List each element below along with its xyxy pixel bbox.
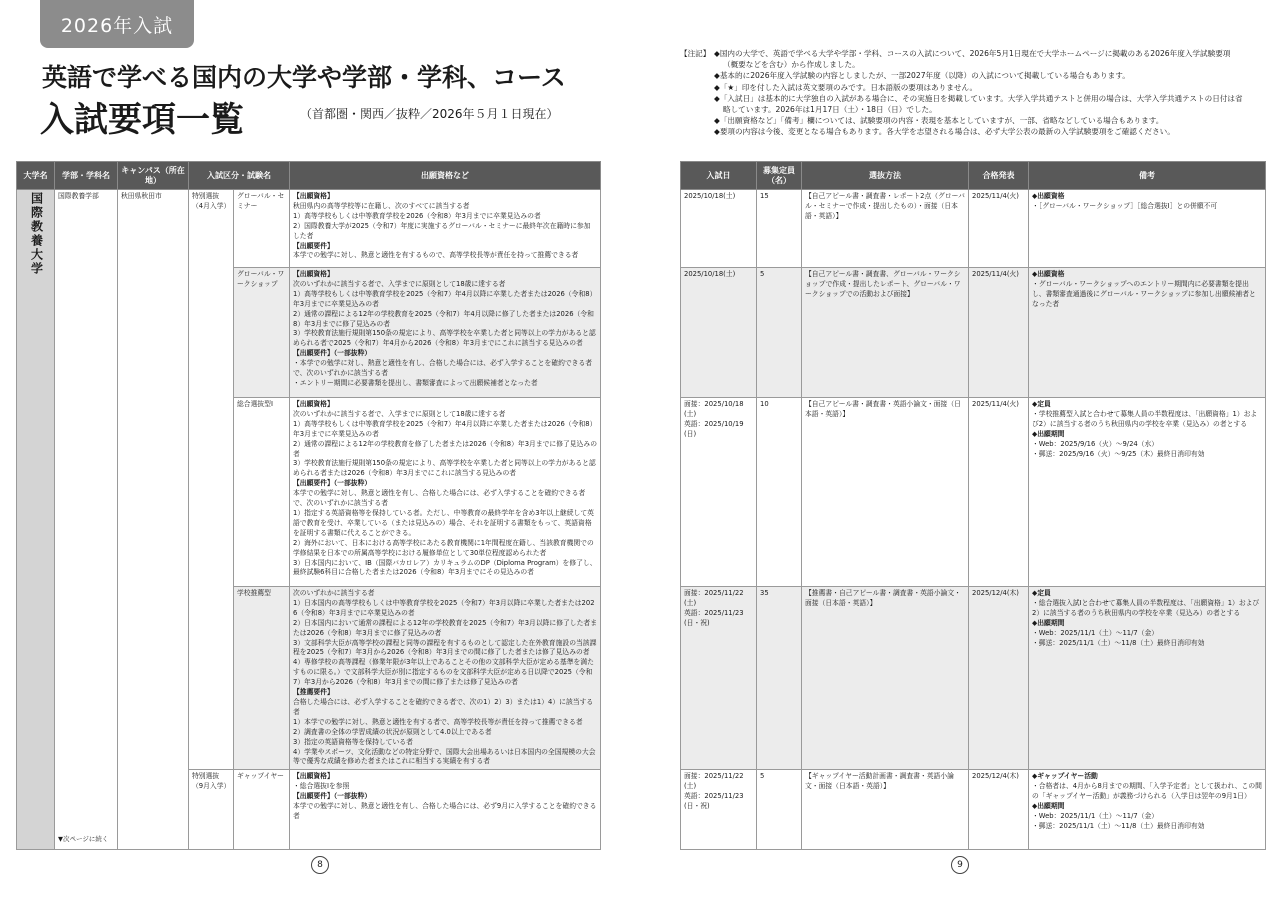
- cell-line: 2025/10/18(土): [684, 192, 736, 200]
- cell-line: 【出願要件】: [293, 241, 334, 250]
- cell-line: ・郵送：2025/11/1（土）～11/8（土）最終日消印有効: [1032, 821, 1205, 830]
- quota-cell: 10: [757, 398, 802, 587]
- cell-line: ・合格者は、4月から8月までの期間、「入学予定者」として扱われ、この間の「ギャップイヤー活動」が義務づけられる（入学日は翌年の9月1日）: [1032, 781, 1262, 800]
- method-cell: 【ギャップイヤー活動計画書・調査書・英語小論文・面接（日本語・英語）】: [802, 770, 969, 850]
- cell-line: ◆出願期間: [1032, 429, 1065, 438]
- cell-line: 1）高等学校もしくは中等教育学校を2025（令和7）年4月以降に卒業した者または2026（令和8）年3月までに卒業見込みの者: [293, 419, 597, 438]
- exam-date-cell: [681, 268, 757, 398]
- cell-line: ・Web：2025/9/16（火）～9/24（水）: [1032, 439, 1159, 448]
- cell-line: ・グローバル・ワークショップへのエントリー期間内に必要書類を提出し、書類審査通過後にグローバル・ワークショップに参加し出願候補者となった者: [1032, 279, 1256, 308]
- exam-date-cell: [681, 190, 757, 268]
- page-number-right: 9: [951, 856, 969, 874]
- page-number-left: 8: [311, 856, 329, 874]
- result-cell: 2025/12/4(木): [969, 770, 1029, 850]
- quota-cell: 5: [757, 770, 802, 850]
- cell-line: ◆定員: [1032, 589, 1051, 597]
- cell-line: 【出願要件】（一部抜粋）: [293, 792, 372, 801]
- notes-label: 【注記】: [680, 49, 711, 58]
- table-row: [17, 190, 601, 268]
- cell-line: 3）指定の英語資格等を保持している者: [293, 737, 413, 746]
- cell-line: 次のいずれかに該当する者で、入学までに原則として18歳に達する者: [293, 279, 506, 288]
- exam-category-cell: 特別選抜（9月入学）: [189, 770, 234, 850]
- cell-line: 本学での勉学に対し、熱意と適性を有し、合格した場合には、必ず入学することを確約できる者で、次のいずれかに該当する者: [293, 489, 586, 508]
- result-cell: 2025/11/4(火): [969, 268, 1029, 398]
- note-item: ◆「出願資格など」「備考」欄については、試験要項の内容・表現を基本としていますが、一部、省略などしている場合もあります。: [714, 116, 1164, 126]
- right-admission-table: [680, 161, 1266, 850]
- table-row: [681, 587, 1266, 770]
- right-page: [640, 0, 1280, 904]
- cell-line: 3）学校教育法施行規則第150条の規定により、高等学校を卒業した者と同等以上の学力があると認められる者で2025（令和7）年4月から2026（令和8）年3月までにこれに該当する見込みの者: [293, 329, 596, 348]
- cell-line: 【出願資格】: [293, 400, 334, 408]
- cell-line: ◆定員: [1032, 400, 1051, 408]
- note-item: ◆国内の大学で、英語で学べる大学や学部・学科、コースの入試について、2026年5月1日現在で大学ホームページに掲載のある2026年度入学試験要項（概要などを含む）から作成しました。: [714, 49, 1231, 70]
- campus-cell: [118, 190, 189, 850]
- cell-line: 【出願資格】: [293, 192, 334, 200]
- result-cell: 2025/11/4(火): [969, 190, 1029, 268]
- exam-name-cell: 総合選抜型Ⅰ: [234, 398, 290, 587]
- continue-note: ▼次ページに続く: [58, 835, 109, 844]
- exam-name-cell: グローバル・ワークショップ: [234, 268, 290, 398]
- university-cell: [17, 190, 55, 850]
- exam-name-cell: 学校推薦型: [234, 587, 290, 770]
- method-cell: 【推薦書・自己アピール書・調査書・英語小論文・面接（日本語・英語）】: [802, 587, 969, 770]
- cell-line: 次のいずれかに該当する者で、入学までに原則として18歳に達する者: [293, 409, 506, 418]
- header-method: 選抜方法: [802, 162, 969, 190]
- cell-line: 本学での勉学に対し、熱意と適性を有し、合格した場合には、必ず9月に入学することを確約できる者: [293, 802, 597, 820]
- cell-line: 【出願資格】: [293, 270, 334, 278]
- title-note: （首都圏・関西／抜粋／2026年５月１日現在）: [300, 107, 559, 121]
- cell-line: ・Web：2025/11/1（土）～11/7（金）: [1032, 628, 1159, 637]
- cell-line: ・［グローバル・ワークショップ］［総合選抜Ⅰ］との併願不可: [1032, 201, 1218, 210]
- cell-line: ・学校推薦型入試と合わせて募集人員の半数程度は、「出願資格」1）および2）に該当する者のうち秋田県内の学校を卒業（見込み）の者とする: [1032, 409, 1258, 428]
- page-title: 入試要項一覧: [40, 100, 244, 140]
- year-tab: 2026年入試: [40, 0, 194, 48]
- qualification-cell: [290, 587, 601, 770]
- header-faculty: 学部・学科名: [55, 162, 118, 190]
- cell-line: 2025/10/18(土): [684, 270, 736, 278]
- table-row: [681, 398, 1266, 587]
- cell-line: 4）専修学校の高等課程（修業年限が3年以上であることその他の文部科学大臣が定める基準を満たすものに限る。）で文部科学大臣が別に指定するものを文部科学大臣が定める日以降で2025（令和7）年3月から2026（令和8）年3月までの間に修了または修了見込みの者: [293, 658, 594, 687]
- cell-line: ・総合選抜入試Ⅰと合わせて募集人員の半数程度は、「出願資格」1）および2）に該当する者のうち秋田県内の学校を卒業（見込み）の者とする: [1032, 598, 1260, 617]
- cell-line: 秋田県内の高等学校等に在籍し、次のすべてに該当する者: [293, 201, 470, 210]
- cell-line: 1）日本国内の高等学校もしくは中等教育学校を2025（令和7）年3月以降に卒業した者または2026（令和8）年3月までに卒業見込みの者: [293, 598, 595, 617]
- cell-line: ・エントリー期間に必要書類を提出し、書類審査によって出願候補者となった者: [293, 378, 538, 387]
- cell-line: 3）学校教育法施行規則第150条の規定により、高等学校を卒業した者と同等以上の学力があると認められる者または2026（令和8）年3月までにこれに該当する見込みの者: [293, 459, 596, 478]
- header-exam: 入試区分・試験名: [189, 162, 290, 190]
- cell-line: ・郵送：2025/9/16（火）～9/25（木）最終日消印有効: [1032, 449, 1205, 458]
- note-item: ◆「入試日」は基本的に大学独自の入試がある場合に、その実施日を掲載しています。大学入学共通テストと併用の場合は、大学入学共通テストの日付は省略しています。2026年は1月17日（土）・18日（日）でした。: [714, 93, 1243, 115]
- notes-block: [680, 48, 1245, 138]
- qualification-cell: [290, 398, 601, 587]
- qualification-cell: [290, 268, 601, 398]
- campus-name: 秋田県秋田市: [121, 192, 162, 200]
- cell-line: ◆ギャップイヤー活動: [1032, 772, 1098, 780]
- remarks-cell: [1029, 190, 1266, 268]
- cell-line: 【出願要件】（一部抜粋）: [293, 479, 372, 488]
- cell-line: ・総合選抜Ⅰを参照: [293, 782, 350, 791]
- remarks-cell: [1029, 268, 1266, 398]
- header-result: 合格発表: [969, 162, 1029, 190]
- left-admission-table: [16, 161, 601, 850]
- cell-line: 2）日本国内において通常の課程による12年の学校教育を2025（令和7）年3月以降に修了した者または2026（令和8）年3月までに修了見込みの者: [293, 618, 597, 637]
- header-qualification: 出願資格など: [290, 162, 601, 190]
- header-remarks: 備考: [1029, 162, 1266, 190]
- result-cell: 2025/11/4(火): [969, 398, 1029, 587]
- header-exam-date: 入試日: [681, 162, 757, 190]
- cell-line: ◆出願資格: [1032, 192, 1065, 200]
- note-item: ◆要項の内容は今後、変更となる場合もあります。各大学を志望される場合は、必ず大学公表の最新の入学試験要項をご確認ください。: [714, 127, 1175, 137]
- method-cell: 【自己アピール書・調査書・レポート2点（グローバル・セミナーで作成・提出したもの）・面接（日本語・英語）】: [802, 190, 969, 268]
- table-row: [681, 268, 1266, 398]
- cell-line: 2）通常の課程による12年の学校教育を2025（令和7）年4月以降に修了した者または2026（令和8）年3月までに修了見込みの者: [293, 309, 594, 328]
- note-item: ◆基本的に2026年度入学試験の内容としましたが、一部2027年度（以降）の入試について掲載している場合もあります。: [714, 71, 1130, 81]
- exam-date-cell: [681, 398, 757, 587]
- cell-line: ・Web：2025/11/1（土）～11/7（金）: [1032, 811, 1159, 820]
- cell-line: ◆出願資格: [1032, 270, 1065, 278]
- cell-line: 4）学業やスポーツ、文化活動などの特定分野で、国際大会出場あるいは日本国内の全国規模の大会等で優秀な成績を修めた者またはこれに相当する実績を有する者: [293, 747, 596, 766]
- header-campus: キャンパス（所在地）: [118, 162, 189, 190]
- cell-line: 面接：2025/11/22(土): [684, 589, 744, 607]
- faculty-cell: [55, 190, 118, 850]
- cell-line: ◆出願期間: [1032, 801, 1065, 810]
- method-cell: 【自己アピール書・調査書、グローバル・ワークショップで作成・提出したレポート、グローバル・ワークショップでの活動および面接】: [802, 268, 969, 398]
- result-cell: 2025/12/4(木): [969, 587, 1029, 770]
- cell-line: 次のいずれかに該当する者: [293, 589, 375, 597]
- cell-line: 2）海外において、日本における高等学校にあたる教育機関に1年間程度在籍し、当該教育機関での学修結果を日本での所属高等学校における履修単位として30単位程度認められた者: [293, 538, 594, 557]
- qualification-cell: [290, 770, 601, 850]
- cell-line: 2）国際教養大学が2025（令和7）年度に実施するグローバル・セミナーに最終年次在籍時に参加した者: [293, 221, 591, 240]
- qualification-cell: [290, 190, 601, 268]
- remarks-cell: [1029, 770, 1266, 850]
- cell-line: 3）日本国内において、IB（国際バカロレア）カリキュラムのDP（Diploma Program）を修了し、最終試験6科目に合格した者または2026（令和8）年3月までにその見込みの者: [293, 558, 597, 577]
- remarks-cell: [1029, 398, 1266, 587]
- quota-cell: 5: [757, 268, 802, 398]
- header-univ: 大学名: [17, 162, 55, 190]
- quota-cell: 15: [757, 190, 802, 268]
- cell-line: 英語：2025/11/23(日・祝): [684, 791, 744, 810]
- exam-category-cell: 特別選抜（4月入学）: [189, 190, 234, 770]
- cell-line: ・本学での勉学に対し、熱意と適性を有し、合格した場合には、必ず入学することを確約できる者で、次のいずれかに該当する者: [293, 359, 593, 378]
- cell-line: 面接：2025/11/22(土): [684, 772, 744, 790]
- remarks-cell: [1029, 587, 1266, 770]
- exam-date-cell: [681, 587, 757, 770]
- cell-line: ・郵送：2025/11/1（土）～11/8（土）最終日消印有効: [1032, 638, 1205, 647]
- university-name: 国際教養大学: [29, 192, 44, 276]
- cell-line: 1）指定する英語資格等を保持している者。ただし、中等教育の最終学年を含め3年以上継続して英語で教育を受け、卒業している（または見込みの）場合、それを証明する書類をもって、英語資格を証明する書類に代えることができる。: [293, 508, 594, 537]
- cell-line: 合格した場合には、必ず入学することを確約できる者で、次の1）2）3）または1）4）に該当する者: [293, 697, 594, 716]
- table-row: [681, 770, 1266, 850]
- cell-line: 1）本学での勉学に対し、熱意と適性を有する者で、高等学校長等が責任を持って推薦できる者: [293, 717, 583, 726]
- note-item: ◆「★」印を付した入試は英文要項のみです。日本語版の要項はありません。: [714, 82, 978, 92]
- cell-line: 英語：2025/10/19(日): [684, 419, 744, 438]
- cell-line: 【出願要件】（一部抜粋）: [293, 349, 372, 358]
- exam-name-cell: グローバル・セミナー: [234, 190, 290, 268]
- cell-line: 2）調査書の全体の学習成績の状況が原則として4.0以上である者: [293, 727, 492, 736]
- cell-line: 3）文部科学大臣が高等学校の課程と同等の課程を有するものとして認定した在外教育施設の当該課程を2025（令和7）年3月から2026（令和8）年3月までの間に修了した者または修了見込みの者: [293, 638, 597, 657]
- exam-name-cell: ギャップイヤー: [234, 770, 290, 850]
- cell-line: 本学での勉学に対し、熱意と適性を有するもので、高等学校長等が責任を持って推薦できる者: [293, 251, 579, 260]
- cell-line: 2）通常の課程による12年の学校教育を修了した者または2026（令和8）年3月までに修了見込みの者: [293, 439, 597, 458]
- exam-date-cell: [681, 770, 757, 850]
- cell-line: 英語：2025/11/23(日・祝): [684, 608, 744, 627]
- header-quota: 募集定員（名）: [757, 162, 802, 190]
- cell-line: 面接：2025/10/18(土): [684, 400, 744, 418]
- cell-line: 【推薦要件】: [293, 688, 334, 697]
- title-line-1: 英語で学べる国内の大学や学部・学科、コース: [42, 63, 566, 92]
- quota-cell: 35: [757, 587, 802, 770]
- cell-line: ◆出願期間: [1032, 618, 1065, 627]
- cell-line: 1）高等学校もしくは中等教育学校を2025（令和7）年4月以降に卒業した者または2026（令和8）年3月までに卒業見込みの者: [293, 289, 597, 308]
- table-row: [681, 190, 1266, 268]
- method-cell: 【自己アピール書・調査書・英語小論文・面接（日本語・英語）】: [802, 398, 969, 587]
- faculty-name: 国際教養学部: [58, 192, 99, 200]
- cell-line: 1）高等学校もしくは中等教育学校を2026（令和8）年3月までに卒業見込みの者: [293, 211, 541, 220]
- cell-line: 【出願資格】: [293, 772, 334, 781]
